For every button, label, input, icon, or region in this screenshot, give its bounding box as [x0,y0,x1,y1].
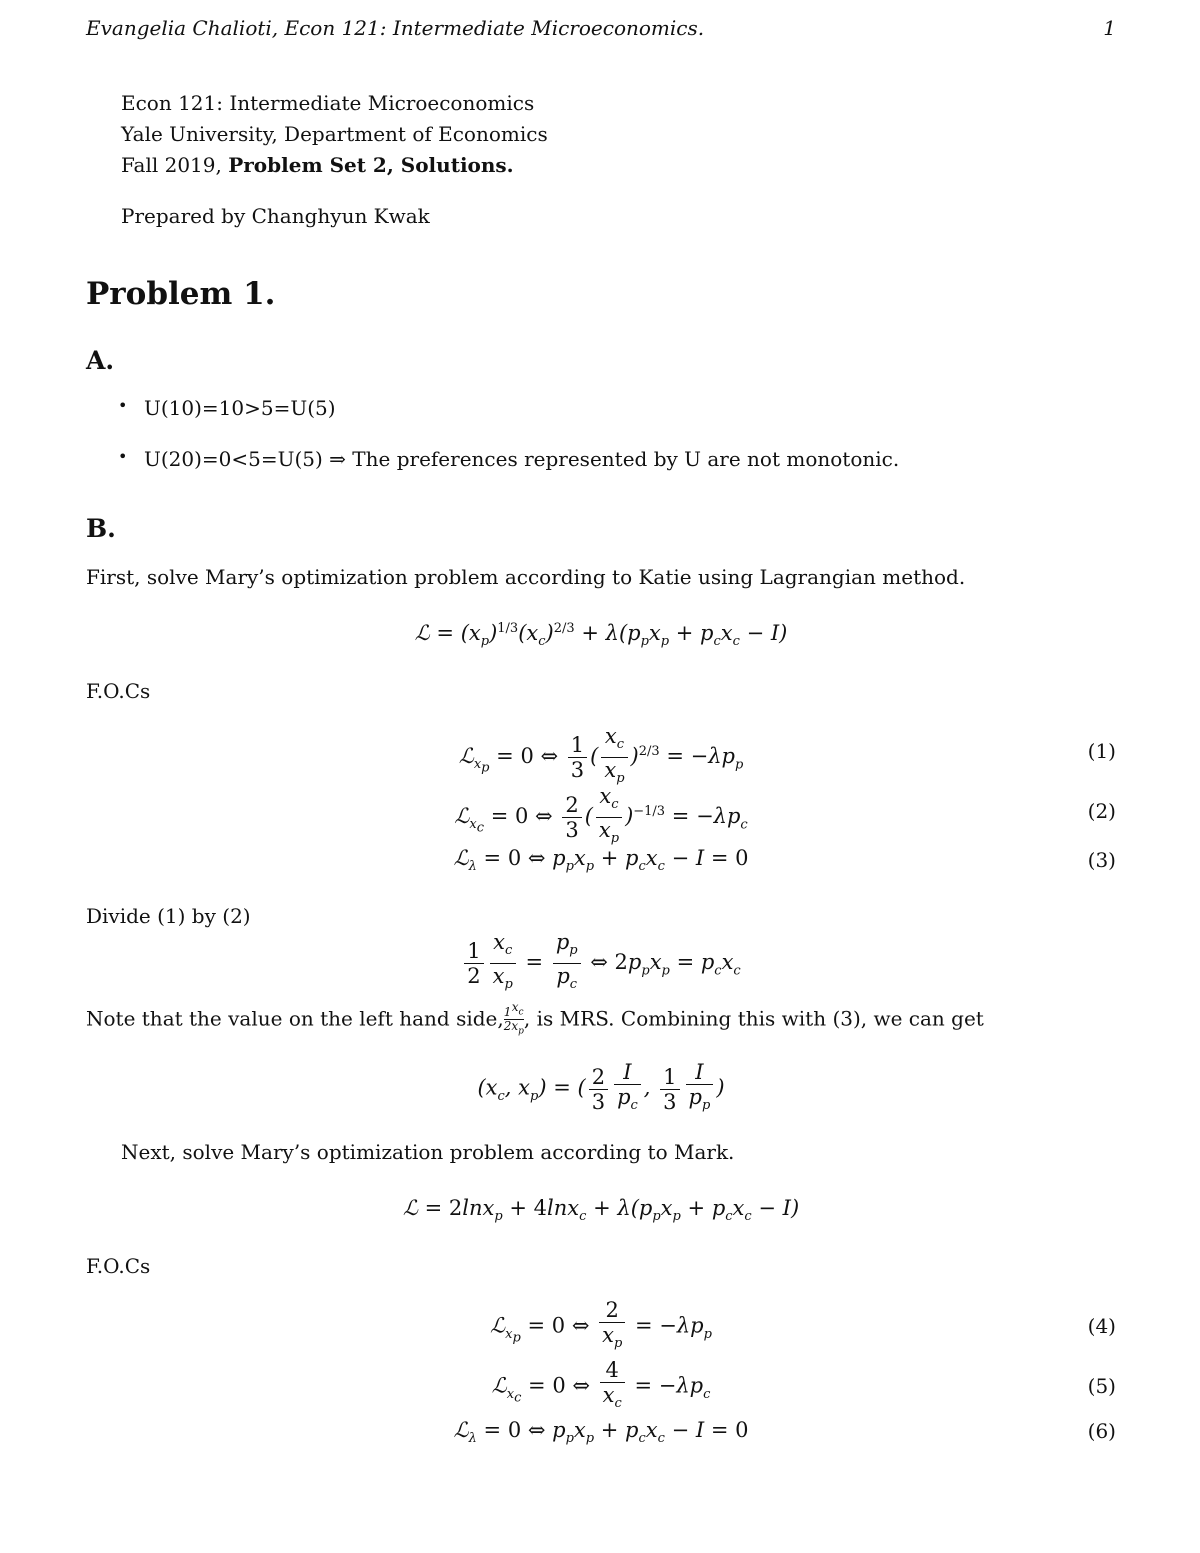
term: Fall 2019, [121,153,222,177]
note-text-1: Note that the value on the left hand side, [86,1006,504,1031]
equation-number: (1) [1087,739,1116,763]
bullet-item: • U(10)=10>5=U(5) [118,396,899,447]
problem-title: Problem 1. [86,276,276,312]
prepared-by: Prepared by Changhyun Kwak [121,204,430,228]
page-number: 1 [1103,16,1116,40]
equation-6: ℒ$_\lambda$ = 0 ⇔ $p_px_p + p_cx_c - I = 0$ [453,1418,749,1447]
document-meta [121,88,548,181]
running-head [86,16,1116,40]
term-line [121,150,548,181]
equation-5: ℒ$_{x_c}$ = 0 ⇔ $\frac{4}{x_c}$ = $-\lambda p_c$ [491,1358,711,1412]
section-a-heading: A. [86,346,115,375]
equation-4: ℒ$_{x_p}$ = 0 ⇔ $\frac{2}{x_p}$ = $-\lambda p_p$ [490,1298,712,1352]
lagrangian-katie: ℒ = $(x_p)^{1/3}(x_c)^{2/3} + \lambda(p_px_p + p_cx_c - I)$ [414,621,788,650]
running-title: Evangelia Chalioti, Econ 121: Intermediate Microeconomics. [86,16,705,40]
ratio-equation: $\frac{1}{2}$ $\frac{x_c}{x_p}$ = $\frac{p_p}{p_c}$ ⇔ $2p_px_p = p_cx_c$ [86,930,1116,997]
foc-label-2: F.O.Cs [86,1254,151,1278]
section-a-bullets [118,396,899,498]
section-b-heading: B. [86,514,116,543]
section-b-intro: First, solve Mary’s optimization problem according to Katie using Lagrangian method. [86,565,966,589]
course-line: Econ 121: Intermediate Microeconomics [121,91,535,115]
equation-1: ℒ$_{x_p}$ = 0 ⇔ $\frac{1}{3}$ ( $\frac{x_c}{x_p}$ )$^{2/3} = -\lambda p_p$ [458,724,744,787]
institution-line: Yale University, Department of Economics [121,122,548,146]
mrs-note: Note that the value on the left hand side, $\frac{1}{2}$ $\frac{x_c}{x_p}$ , is MRS. Combining this with (3), we can get [86,1000,984,1037]
equation-number: (2) [1087,799,1116,823]
equation-number: (4) [1087,1314,1116,1338]
equation-3: ℒ$_\lambda$ = 0 ⇔ $p_px_p + p_cx_c - I = 0$ [453,846,749,875]
equation-number: (5) [1087,1374,1116,1398]
set-title: Problem Set 2, Solutions. [228,153,514,177]
foc-label-1: F.O.Cs [86,679,151,703]
next-text: Next, solve Mary’s optimization problem according to Mark. [121,1140,735,1164]
solution-katie: ($x_c$, $x_p$) = ( $\frac{2}{3}$ $\frac{I}{p_c}$ , $\frac{1}{3}$ $\frac{I}{p_p}$ ) [477,1060,725,1114]
bullet-item: • U(20)=0<5=U(5) ⇒ The preferences represented by U are not monotonic. [118,447,899,498]
divide-text: Divide (1) by (2) [86,904,251,928]
equation-number: (3) [1087,848,1116,872]
note-text-2: , is MRS. Combining this with (3), we can get [523,1006,984,1031]
lagrangian-mark: ℒ = $2\ln x_p + 4\ln x_c + \lambda(p_px_p + p_cx_c - I)$ [402,1196,800,1225]
equation-number: (6) [1087,1419,1116,1443]
equation-2: ℒ$_{x_c}$ = 0 ⇔ $\frac{2}{3}$ ( $\frac{x_c}{x_p}$ )$^{-1/3} = -\lambda p_c$ [454,784,748,847]
